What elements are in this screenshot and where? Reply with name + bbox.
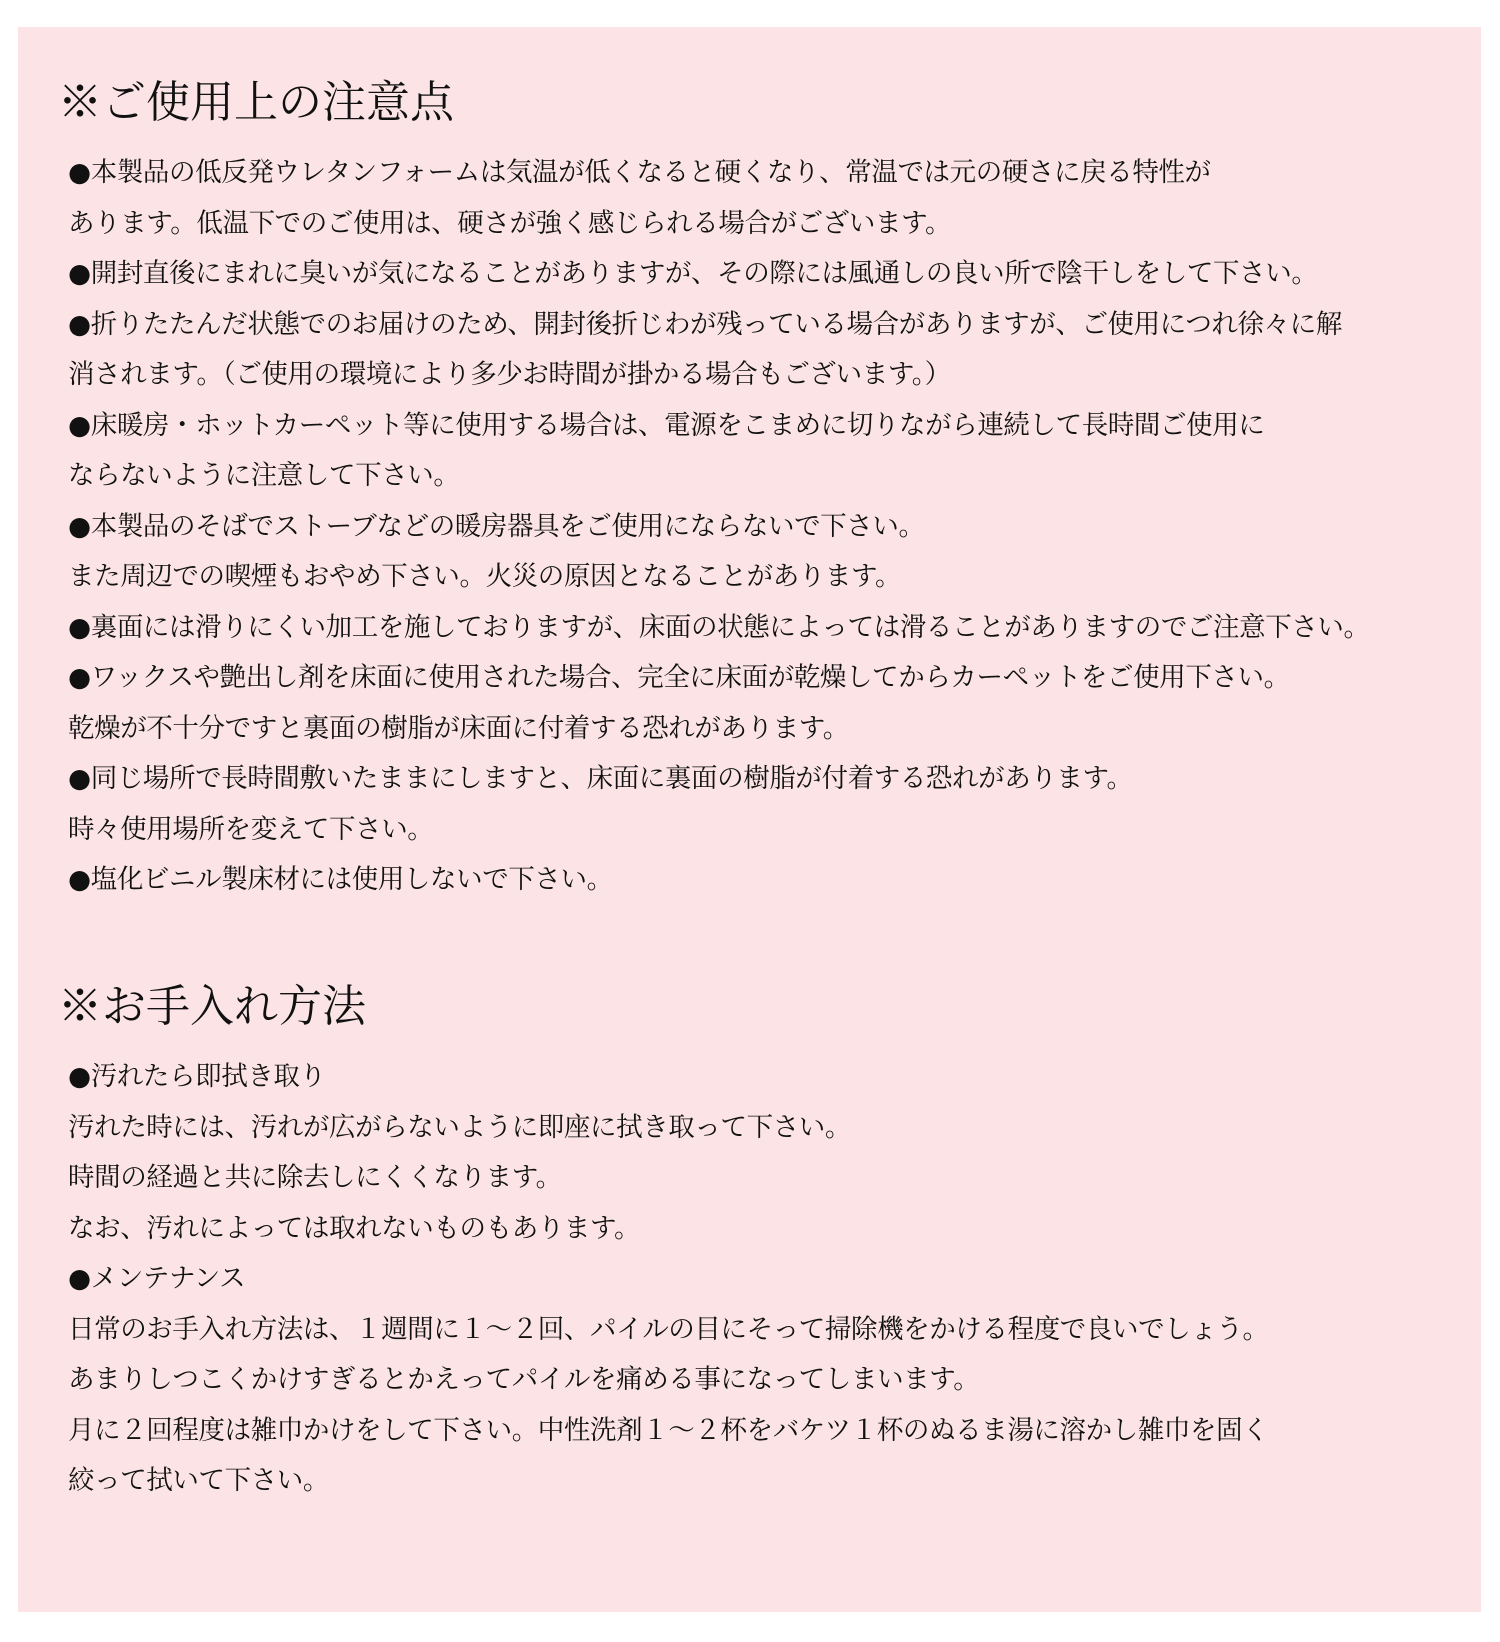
caution-line: ●塩化ビニル製床材には使用しないで下さい。 xyxy=(68,864,613,895)
caution-line: 時々使用場所を変えて下さい。 xyxy=(68,813,434,845)
caution-line: 消されます。（ご使用の環境により多少お時間が掛かる場合もございます。） xyxy=(68,359,951,390)
care-line: ●メンテナンス xyxy=(68,1263,246,1294)
caution-line: ●ワックスや艶出し剤を床面に使用された場合、完全に床面が乾燥してからカーペットをご使用下さい。 xyxy=(68,662,1290,693)
caution-line: また周辺での喫煙もおやめ下さい。火災の原因となることがあります。 xyxy=(68,561,902,592)
care-line: 絞って拭いて下さい。 xyxy=(68,1465,329,1496)
caution-line: ●開封直後にまれに臭いが気になることがありますが、その際には風通しの良い所で陰干しをして下さい。 xyxy=(68,258,1318,289)
care-line: 時間の経過と共に除去しにくくなります。 xyxy=(68,1162,562,1193)
caution-line: ●折りたたんだ状態でのお届けのため、開封後折じわが残っている場合がありますが、ご使用につれ徐々に解 xyxy=(68,308,1342,340)
caution-line: 乾燥が不十分ですと裏面の樹脂が床面に付着する恐れがあります。 xyxy=(68,712,849,744)
caution-line: あります。低温下でのご使用は、硬さが強く感じられる場合がございます。 xyxy=(68,207,952,239)
care-line: 日常のお手入れ方法は、１週間に１～２回、パイルの目にそって掃除機をかける程度で良いでしょう。 xyxy=(68,1313,1269,1345)
caution-line: ●本製品のそばでストーブなどの暖房器具をご使用にならないで下さい。 xyxy=(68,510,925,542)
care-line: あまりしつこくかけすぎるとかえってパイルを痛める事になってしまいます。 xyxy=(68,1364,980,1395)
caution-line: ●裏面には滑りにくい加工を施しておりますが、床面の状態によっては滑ることがありますのでご注意下さい。 xyxy=(68,611,1370,643)
care-line: 月に２回程度は雑巾かけをして下さい。中性洗剤１～２杯をバケツ１杯のぬるま湯に溶かし雑巾を固く xyxy=(68,1414,1269,1446)
caution-line: ●本製品の低反発ウレタンフォームは気温が低くなると硬くなり、常温では元の硬さに戻る特性が xyxy=(68,157,1211,188)
care-line: 汚れた時には、汚れが広がらないように即座に拭き取って下さい。 xyxy=(68,1111,851,1143)
care-line: なお、汚れによっては取れないものもあります。 xyxy=(68,1212,641,1244)
caution-line: ●床暖房・ホットカーペット等に使用する場合は、電源をこまめに切りながら連続して長時間ご使用に xyxy=(68,409,1265,441)
caution-section-title: ※ご使用上の注意点 xyxy=(58,77,454,128)
caution-line: ならないように注意して下さい。 xyxy=(68,460,460,491)
caution-list xyxy=(68,148,1370,906)
caution-line: ●同じ場所で長時間敷いたままにしますと、床面に裏面の樹脂が付着する恐れがあります。 xyxy=(68,763,1133,794)
care-list xyxy=(68,1052,1269,1507)
care-section-title: ※お手入れ方法 xyxy=(58,981,366,1032)
notice-panel xyxy=(18,27,1481,1612)
care-line: ●汚れたら即拭き取り xyxy=(68,1061,326,1092)
